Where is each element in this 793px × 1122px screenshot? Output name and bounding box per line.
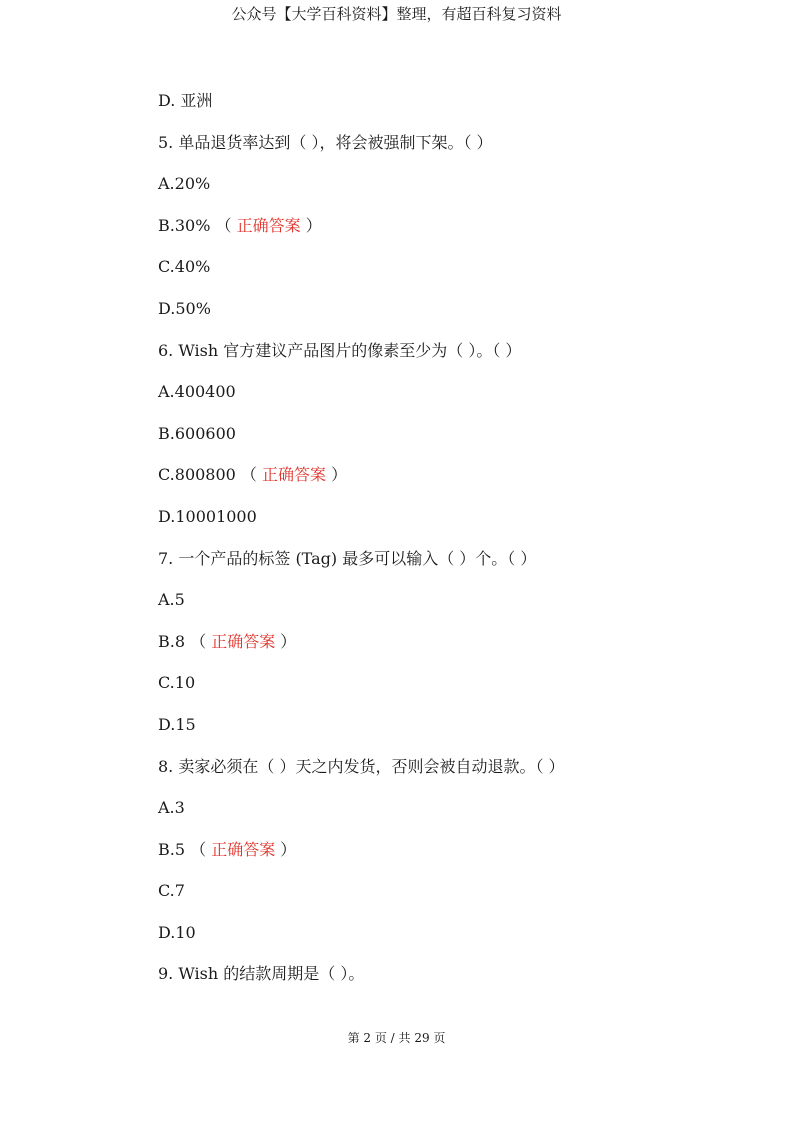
- option-line: [158, 712, 758, 754]
- option-line: [158, 670, 758, 712]
- text-line: [158, 88, 758, 130]
- line-text: D. 亚洲: [158, 91, 213, 110]
- line-text: C.40%: [158, 257, 211, 277]
- option-line: [158, 421, 758, 463]
- line-text: B.30% （: [158, 215, 237, 235]
- line-text: B.600600: [158, 423, 236, 443]
- answer-mark: 正确答案: [236, 215, 301, 235]
- option-line: [158, 920, 758, 962]
- line-text: 6. Wish 官方建议产品图片的像素至少为（ ）。（ ）: [158, 340, 522, 360]
- option-line: [158, 379, 758, 421]
- line-text: 7. 一个产品的标签 (Tag) 最多可以输入（ ）个。（ ）: [158, 548, 537, 568]
- line-text: D.50%: [158, 298, 211, 318]
- line-text: D.10001000: [158, 506, 257, 526]
- option-line-correct: [158, 213, 758, 255]
- line-suffix: ）: [300, 215, 322, 235]
- line-suffix: ）: [275, 631, 297, 651]
- line-text: A.3: [158, 798, 185, 818]
- option-line: [158, 795, 758, 837]
- line-text: C.10: [158, 673, 196, 693]
- line-text: B.5 （: [158, 839, 212, 859]
- page-header: 公众号【大学百科资料】整理，有超百科复习资料: [231, 5, 562, 23]
- option-line: [158, 296, 758, 338]
- question-7: [158, 546, 758, 588]
- answer-mark: 正确答案: [211, 839, 276, 859]
- question-6: [158, 338, 758, 380]
- question-content: [158, 88, 758, 1003]
- line-text: 5. 单品退货率达到（ ），将会被强制下架。（ ）: [158, 132, 493, 152]
- line-text: A.400400: [158, 382, 236, 402]
- line-text: C.7: [158, 881, 185, 901]
- question-9: [158, 961, 758, 1003]
- option-line: [158, 504, 758, 546]
- line-text: C.800800 （: [158, 465, 263, 485]
- line-text: 9. Wish 的结款周期是（ ）。: [158, 964, 365, 984]
- line-suffix: ）: [326, 465, 348, 485]
- line-suffix: ）: [275, 839, 297, 859]
- answer-mark: 正确答案: [262, 465, 327, 485]
- line-text: B.8 （: [158, 631, 212, 651]
- option-line: [158, 171, 758, 213]
- line-text: A.20%: [158, 174, 211, 194]
- option-line-correct: [158, 462, 758, 504]
- question-5: [158, 130, 758, 172]
- line-text: D.10: [158, 922, 196, 942]
- question-8: [158, 754, 758, 796]
- line-text: A.5: [158, 590, 185, 610]
- option-line: [158, 878, 758, 920]
- option-line-correct: [158, 629, 758, 671]
- page-number: 第 2 页 / 共 29 页: [347, 1031, 446, 1045]
- option-line: [158, 587, 758, 629]
- answer-mark: 正确答案: [211, 631, 276, 651]
- line-text: 8. 卖家必须在（ ）天之内发货，否则会被自动退款。（ ）: [158, 756, 565, 776]
- option-line: [158, 254, 758, 296]
- line-text: D.15: [158, 714, 196, 734]
- option-line-correct: [158, 837, 758, 879]
